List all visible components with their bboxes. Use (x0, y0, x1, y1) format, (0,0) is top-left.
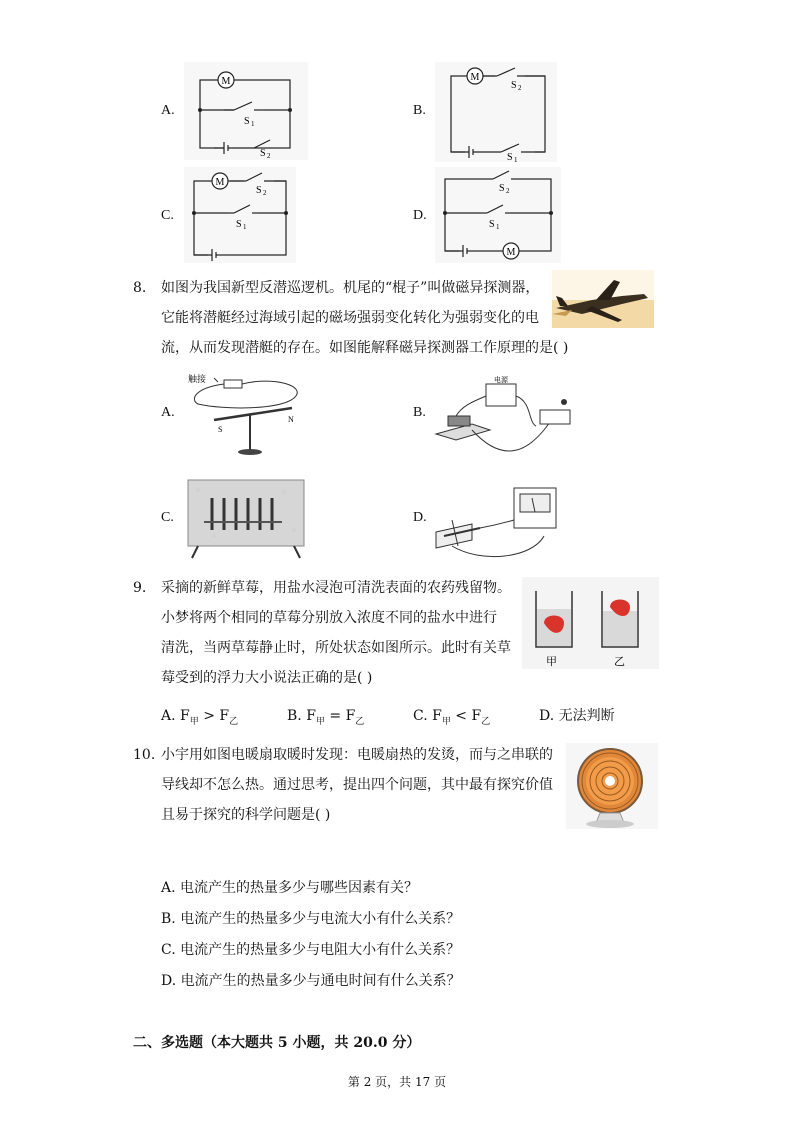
svg-text:1: 1 (514, 156, 518, 162)
svg-text:2: 2 (506, 187, 510, 195)
option-c-letter: C. (161, 208, 174, 223)
cup-jia-label: 甲 (546, 656, 557, 668)
circuit-diagram-b (435, 62, 557, 162)
question-9-number: 9. (133, 580, 147, 596)
switch-s2-label: S (260, 148, 266, 159)
svg-text:S: S (218, 425, 223, 434)
svg-text:S: S (236, 219, 242, 230)
option-a-letter: A. (161, 103, 175, 118)
svg-text:1: 1 (496, 223, 500, 231)
question-8-line-2: 它能将潜艇经过海域引起的磁场强弱变化转化为强弱变化的电 (161, 310, 539, 326)
question-10-line-3: 且易于探究的科学问题是( ) (161, 807, 331, 823)
svg-text:触接: 触接 (188, 374, 207, 384)
q8-option-d-letter: D. (413, 510, 427, 525)
question-9-line-4: 莓受到的浮力大小说法正确的是( ) (161, 670, 373, 686)
svg-text:S: S (256, 185, 262, 196)
svg-text:电源: 电源 (494, 376, 508, 384)
q10-choice-c[interactable]: C. 电流产生的热量多少与电阻大小有什么关系？ (161, 942, 461, 958)
oersted-experiment-figure (184, 368, 312, 460)
svg-text:2: 2 (267, 152, 271, 160)
switch-s1-label: S (244, 116, 250, 127)
q8-option-a-letter: A. (161, 405, 175, 420)
question-10-line-2: 导线却不怎么热。通过思考，提出四个问题，其中最有探究价值 (161, 777, 553, 793)
circuit-diagram-c (184, 167, 296, 263)
motor-label: M (221, 76, 231, 87)
q10-choice-d[interactable]: D. 电流产生的热量多少与通电时间有什么关系？ (161, 973, 461, 989)
option-b-letter: B. (413, 103, 426, 118)
svg-text:M: M (506, 247, 516, 258)
question-9-line-3: 清洗，当两草莓静止时，所处状态如图所示。此时有关草 (161, 640, 511, 656)
electromagnet-coil-figure (184, 478, 308, 560)
svg-text:M: M (470, 72, 480, 83)
question-8-line-1: 如图为我国新型反潜巡逻机。机尾的“棍子”叫做磁异探测器， (161, 280, 540, 296)
circuit-diagram-d (435, 167, 561, 263)
cup-yi-label: 乙 (614, 656, 625, 668)
svg-text:M: M (215, 177, 225, 188)
svg-text:S: S (499, 183, 505, 194)
q10-choice-b[interactable]: B. 电流产生的热量多少与电流大小有什么关系？ (161, 911, 461, 927)
section-2-heading: 二、多选题（本大题共 5 小题，共 20.0 分） (133, 1035, 421, 1051)
svg-text:1: 1 (243, 223, 247, 231)
q9-choice-c[interactable]: C. $F_甲 < F_乙$ (413, 708, 491, 727)
question-8-number: 8. (133, 280, 147, 296)
svg-text:S: S (511, 80, 517, 91)
page-footer: 第 2 页，共 17 页 (347, 1075, 447, 1089)
option-d-letter: D. (413, 208, 427, 223)
question-9-line-1: 采摘的新鲜草莓，用盐水浸泡可清洗表面的农药残留物。 (161, 580, 511, 596)
q9-choice-b[interactable]: B. $F_甲 = F_乙$ (287, 708, 365, 727)
svg-text:S: S (507, 152, 513, 162)
patrol-aircraft-image (552, 270, 654, 328)
svg-text:S: S (489, 219, 495, 230)
q8-option-c-letter: C. (161, 510, 174, 525)
electromagnetic-induction-figure (432, 484, 568, 560)
svg-text:2: 2 (263, 189, 267, 197)
svg-text:N: N (288, 415, 294, 424)
question-10-number: 10. (133, 747, 156, 763)
q9-choice-d[interactable]: D. 无法判断 (539, 708, 615, 724)
question-10-line-1: 小宇用如图电暖扇取暖时发现：电暖扇热的发烫，而与之串联的 (161, 747, 553, 763)
electric-heater-image (566, 743, 658, 829)
svg-text:2: 2 (518, 84, 522, 92)
magnet-wire-power-figure (432, 372, 578, 460)
strawberry-saltwater-figure (522, 577, 659, 669)
svg-text:1: 1 (251, 120, 255, 128)
circuit-diagram-a (184, 62, 308, 160)
question-9-line-2: 小梦将两个相同的草莓分别放入浓度不同的盐水中进行 (161, 610, 497, 626)
q8-option-b-letter: B. (413, 405, 426, 420)
q10-choice-a[interactable]: A. 电流产生的热量多少与哪些因素有关？ (161, 880, 419, 896)
question-8-line-3: 流，从而发现潜艇的存在。如图能解释磁异探测器工作原理的是( ) (161, 340, 569, 356)
q9-choice-a[interactable]: A. $F_甲 > F_乙$ (161, 708, 239, 727)
